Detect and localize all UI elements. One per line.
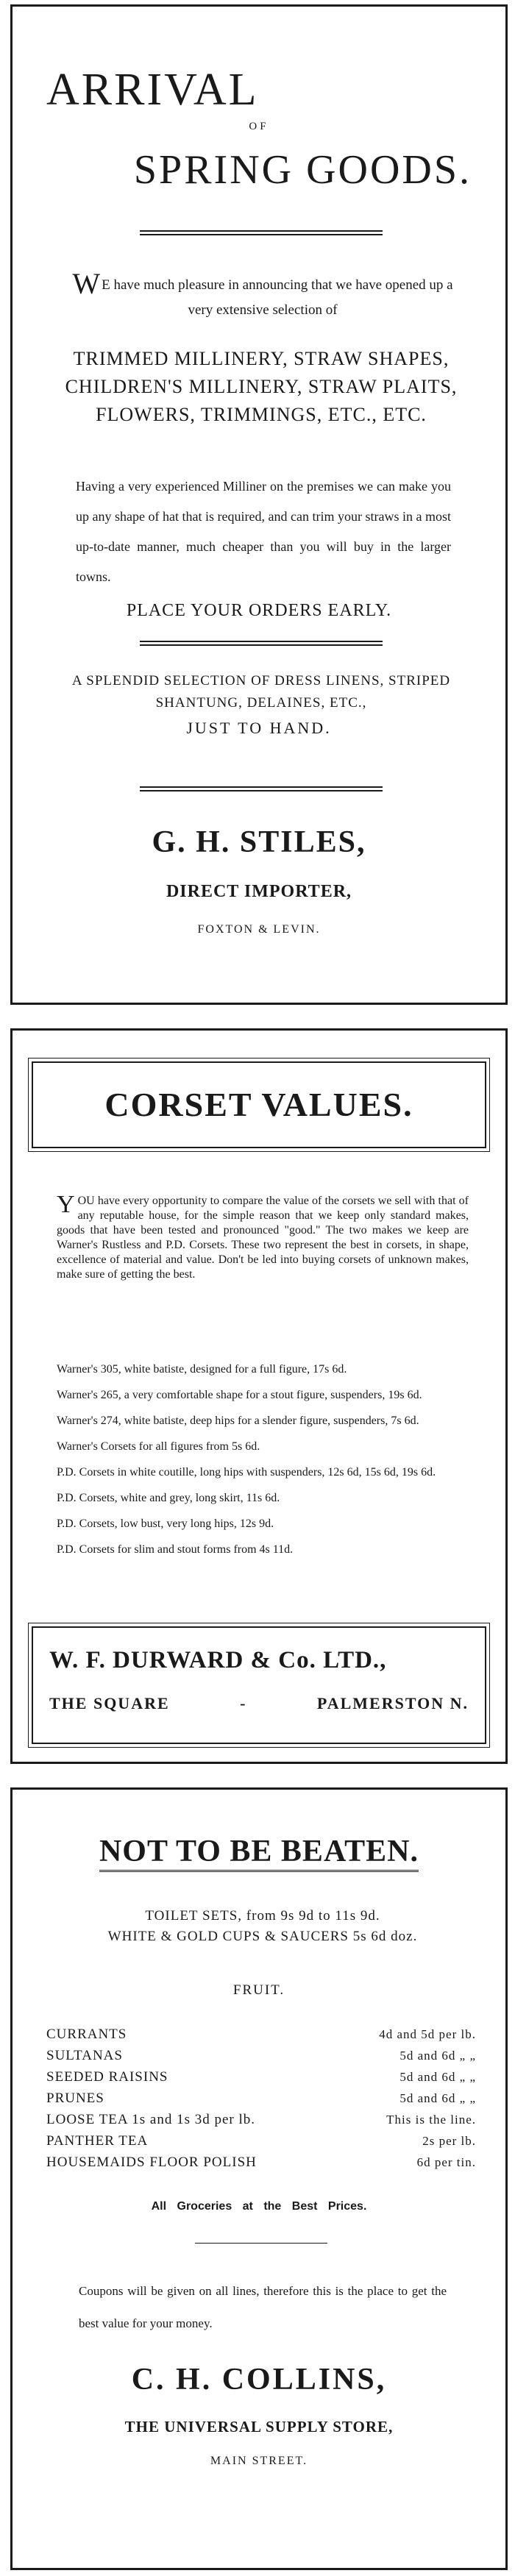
heading-spring-goods: SPRING GOODS.	[133, 147, 472, 193]
store-name: THE UNIVERSAL SUPPLY STORE,	[124, 2418, 394, 2436]
item-name: SULTANAS	[46, 2048, 123, 2063]
groceries-notice: All Groceries at the Best Prices.	[151, 2200, 367, 2213]
merchant-name: W. F. DURWARD & Co. LTD.,	[49, 1647, 387, 1673]
list-item: P.D. Corsets, low bust, very long hips, 12s 9d.	[57, 1518, 274, 1530]
page-title	[13, 1834, 505, 1869]
item-name: LOOSE TEA 1s and 1s 3d per lb.	[46, 2112, 256, 2127]
corset-values-advertisement	[10, 1028, 508, 1764]
fruit-heading: FRUIT.	[232, 1982, 285, 1998]
list-item	[46, 2109, 476, 2130]
item-name: SEEDED RAISINS	[46, 2069, 168, 2085]
item-name: PRUNES	[46, 2091, 104, 2106]
item-name: HOUSEMAIDS FLOOR POLISH	[46, 2155, 257, 2170]
list-item	[46, 2024, 476, 2045]
drop-cap: W	[72, 267, 101, 300]
goods-list: TRIMMED MILLINERY, STRAW SHAPES, CHILDREN'S MILLINERY, STRAW PLAITS, FLOWERS, TRIMMINGS, ETC., ETC.	[65, 348, 458, 425]
double-rule-divider	[140, 786, 383, 791]
address-left: THE SQUARE	[49, 1694, 170, 1712]
address-right: PALMERSTON N.	[316, 1694, 469, 1712]
page-title: CORSET VALUES.	[104, 1086, 413, 1123]
fruit-price-list	[46, 2024, 476, 2173]
homeware-prices	[71, 1906, 454, 1947]
merchant-name: G. H. STILES,	[152, 825, 366, 859]
store-street: MAIN STREET.	[210, 2455, 308, 2467]
intro-text: OU have every opportunity to compare the value of the corsets we sell with that of any reputable house, for the simple reason that we keep only standard makes, goods that have been tested and pronounced "good." The two makes we keep are Warner's Rustless and P.D. Corsets. These two represent the best in corsets, in shape, excellence of material and value. Don't be led into buying corsets of unknown makes, make sure of getting the best.	[57, 1195, 469, 1281]
corset-price-list	[57, 1362, 469, 1568]
intro-text: E have much pleasure in announcing that we have opened up a very extensive selection of	[102, 277, 453, 318]
merchant-places: FOXTON & LEVIN.	[197, 923, 321, 936]
rule-divider	[195, 2243, 327, 2244]
list-item: P.D. Corsets for slim and stout forms from 4s 11d.	[57, 1543, 294, 1556]
dress-linens-notice: A SPLENDID SELECTION OF DRESS LINENS, STRIPED SHANTUNG, DELAINES, ETC.,	[71, 673, 451, 711]
list-item	[46, 2045, 476, 2066]
intro-paragraph	[71, 267, 454, 323]
merchant-box	[32, 1626, 486, 1744]
list-item	[46, 2130, 476, 2152]
item-price: 4d and 5d per lb.	[379, 2027, 476, 2041]
list-item: Warner's Corsets for all figures from 5s 6d.	[57, 1440, 260, 1453]
list-item: Warner's 305, white batiste, designed for a full figure, 17s 6d.	[57, 1363, 347, 1376]
item-price: 5d and 6d „ „	[399, 2091, 476, 2105]
heading-arrival: ARRIVAL	[46, 65, 259, 115]
list-item: Warner's 265, a very comfortable shape for a stout figure, suspenders, 19s 6d.	[57, 1389, 422, 1401]
list-item	[46, 2152, 476, 2173]
heading-of: OF	[249, 121, 269, 132]
spring-goods-advertisement	[10, 4, 508, 1005]
just-to-hand: JUST TO HAND.	[186, 719, 332, 737]
item-name: PANTHER TEA	[46, 2133, 149, 2149]
list-item	[46, 2066, 476, 2088]
merchant-name: C. H. COLLINS,	[131, 2363, 387, 2397]
intro-paragraph	[57, 1191, 469, 1282]
double-rule-divider	[140, 641, 383, 646]
address-dash: -	[240, 1694, 247, 1712]
title-box	[32, 1061, 486, 1148]
list-item: P.D. Corsets, white and grey, long skirt, 11s 6d.	[57, 1492, 280, 1504]
merchant-address	[49, 1694, 469, 1713]
list-item: Warner's 274, white batiste, deep hips for a slender figure, suspenders, 7s 6d.	[57, 1415, 419, 1427]
milliner-paragraph: Having a very experienced Milliner on the premises we can make you up any shape of hat that is required, and can trim your straws in a most up-to-date manner, much cheaper than you will buy in the larger towns.	[76, 479, 451, 584]
item-price: 5d and 6d „ „	[399, 2049, 476, 2063]
title-text: NOT TO BE BEATEN.	[99, 1835, 419, 1872]
drop-cap: Y	[57, 1191, 75, 1218]
list-item	[46, 2088, 476, 2109]
item-price: This is the line.	[386, 2113, 476, 2127]
list-item: P.D. Corsets in white coutille, long hips with suspenders, 12s 6d, 15s 6d, 19s 6d.	[57, 1466, 436, 1479]
coupons-paragraph: Coupons will be given on all lines, therefore this is the place to get the best value for your money.	[79, 2284, 447, 2330]
orders-notice: PLACE YOUR ORDERS EARLY.	[126, 601, 392, 620]
double-rule-divider	[140, 230, 383, 235]
toilet-sets-line: TOILET SETS, from 9s 9d to 11s 9d.	[145, 1908, 380, 1924]
item-price: 5d and 6d „ „	[399, 2070, 476, 2084]
cups-saucers-line: WHITE & GOLD CUPS & SAUCERS 5s 6d doz.	[107, 1929, 418, 1944]
item-price: 6d per tin.	[416, 2155, 476, 2169]
item-price: 2s per lb.	[422, 2134, 476, 2148]
item-name: CURRANTS	[46, 2027, 127, 2042]
merchant-role: DIRECT IMPORTER,	[166, 882, 352, 901]
supply-store-advertisement	[10, 1787, 508, 2570]
